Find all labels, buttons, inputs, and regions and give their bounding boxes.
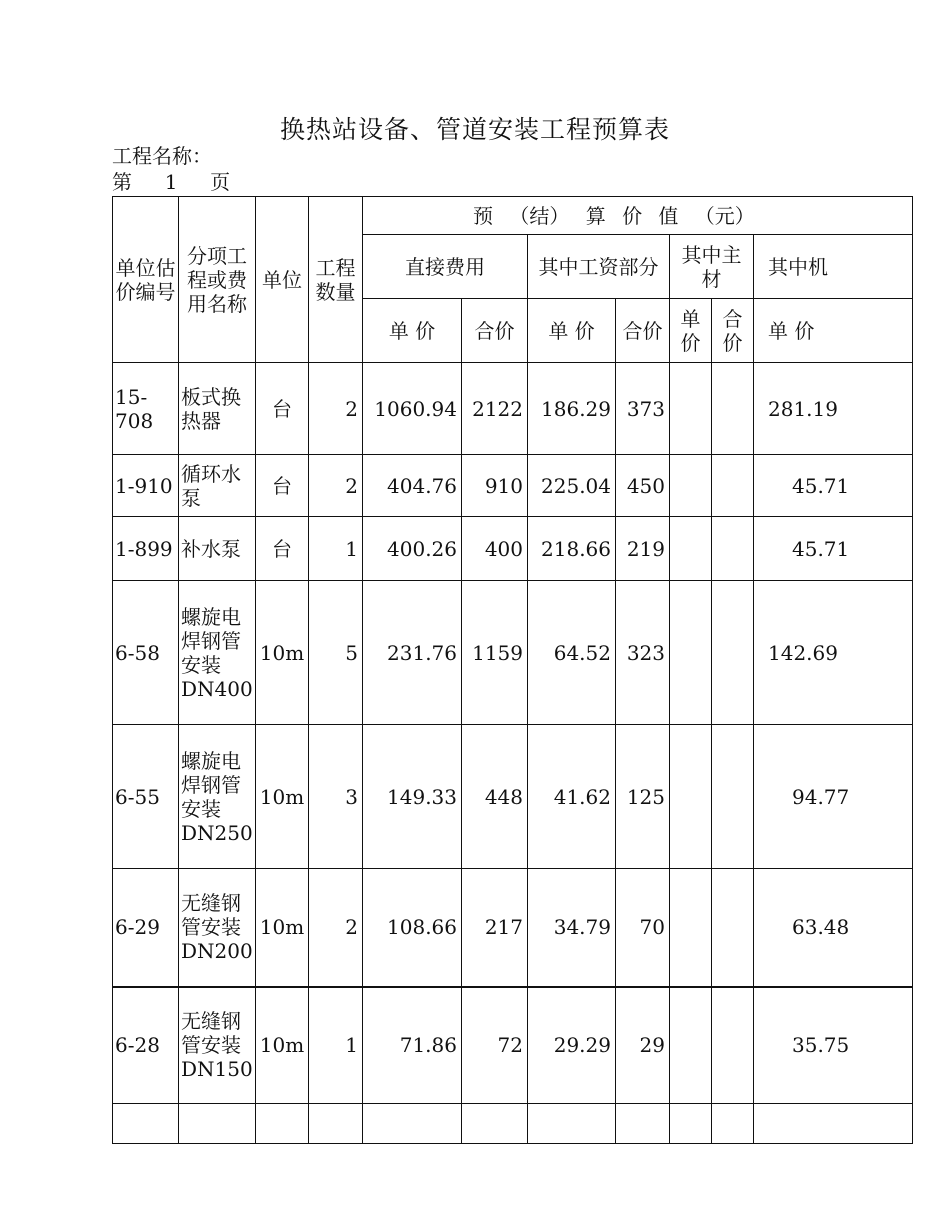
row-labor-sum: 219 — [616, 517, 670, 581]
row-material-sum — [712, 725, 754, 869]
header-main-material: 其中主材 — [670, 235, 754, 299]
row-machinery-unit-price: 94.77 — [754, 725, 913, 869]
table-row — [113, 987, 913, 1104]
row-quantity: 1 — [309, 987, 363, 1104]
row-material-sum — [712, 869, 754, 987]
table-row — [113, 725, 913, 869]
row-material-unit-price — [670, 581, 712, 725]
row-labor-sum: 323 — [616, 581, 670, 725]
row-material-sum — [712, 987, 754, 1104]
row-material-sum — [712, 581, 754, 725]
header-material-sum: 合价 — [712, 299, 754, 363]
row-material-sum — [712, 363, 754, 455]
row-labor-sum: 450 — [616, 455, 670, 517]
row-code: 6-28 — [113, 987, 179, 1104]
row-labor-unit-price: 225.04 — [528, 455, 616, 517]
row-direct-sum: 2122 — [462, 363, 528, 455]
row-unit: 台 — [256, 363, 309, 455]
row-material-unit-price — [670, 725, 712, 869]
row-labor-unit-price: 64.52 — [528, 581, 616, 725]
row-code: 1-910 — [113, 455, 179, 517]
row-quantity: 3 — [309, 725, 363, 869]
row-material-unit-price — [670, 517, 712, 581]
row-material-sum — [712, 455, 754, 517]
row-item-name: 循环水泵 — [179, 455, 256, 517]
row-labor-sum: 373 — [616, 363, 670, 455]
row-quantity: 5 — [309, 581, 363, 725]
project-name-label: 工程名称： — [112, 144, 212, 168]
header-machinery: 其中机 — [754, 235, 913, 299]
row-direct-sum: 910 — [462, 455, 528, 517]
row-direct-unit-price: 108.66 — [363, 869, 462, 987]
row-unit: 10m — [256, 581, 309, 725]
row-unit: 台 — [256, 455, 309, 517]
header-machinery-unit-price: 单 价 — [754, 299, 913, 363]
header-labor-part: 其中工资部分 — [528, 235, 670, 299]
row-machinery-unit-price: 45.71 — [754, 455, 913, 517]
table-row — [113, 581, 913, 725]
header-unit: 单位 — [256, 197, 309, 363]
row-direct-sum: 448 — [462, 725, 528, 869]
row-labor-sum: 70 — [616, 869, 670, 987]
row-direct-unit-price: 71.86 — [363, 987, 462, 1104]
table-row — [113, 455, 913, 517]
row-labor-unit-price: 186.29 — [528, 363, 616, 455]
page-indicator — [112, 170, 230, 194]
header-labor-sum: 合价 — [616, 299, 670, 363]
row-direct-unit-price: 404.76 — [363, 455, 462, 517]
row-item-name: 无缝钢管安装DN150 — [179, 987, 256, 1104]
row-machinery-unit-price: 35.75 — [754, 987, 913, 1104]
header-direct-cost: 直接费用 — [363, 235, 528, 299]
row-direct-unit-price: 231.76 — [363, 581, 462, 725]
table-row — [113, 869, 913, 987]
page-prefix: 第 — [112, 170, 132, 194]
row-item-name: 补水泵 — [179, 517, 256, 581]
header-row-1 — [113, 197, 913, 235]
row-code: 6-55 — [113, 725, 179, 869]
budget-table — [112, 196, 913, 1144]
header-labor-unit-price: 单 价 — [528, 299, 616, 363]
row-quantity: 2 — [309, 455, 363, 517]
header-budget-value: 预 （结） 算 价 值 （元） — [363, 197, 913, 235]
row-quantity: 1 — [309, 517, 363, 581]
row-unit: 10m — [256, 725, 309, 869]
table-row-partial — [113, 1104, 913, 1144]
row-direct-unit-price: 1060.94 — [363, 363, 462, 455]
row-code: 15-708 — [113, 363, 179, 455]
row-unit: 10m — [256, 987, 309, 1104]
row-unit: 10m — [256, 869, 309, 987]
row-machinery-unit-price: 142.69 — [754, 581, 913, 725]
header-code: 单位估价编号 — [113, 197, 179, 363]
row-machinery-unit-price: 281.19 — [754, 363, 913, 455]
header-material-unit-price: 单价 — [670, 299, 712, 363]
row-quantity: 2 — [309, 869, 363, 987]
row-code: 1-899 — [113, 517, 179, 581]
row-labor-unit-price: 29.29 — [528, 987, 616, 1104]
row-direct-sum: 1159 — [462, 581, 528, 725]
page-suffix: 页 — [210, 170, 231, 194]
row-unit: 台 — [256, 517, 309, 581]
row-code: 6-29 — [113, 869, 179, 987]
header-quantity: 工程数量 — [309, 197, 363, 363]
table-row — [113, 517, 913, 581]
row-labor-sum: 29 — [616, 987, 670, 1104]
row-code: 6-58 — [113, 581, 179, 725]
document-title: 换热站设备、管道安装工程预算表 — [279, 115, 670, 144]
row-item-name: 无缝钢管安装DN200 — [179, 869, 256, 987]
row-item-name: 螺旋电焊钢管安装DN400 — [179, 581, 256, 725]
row-material-unit-price — [670, 987, 712, 1104]
row-item-name: 板式换热器 — [179, 363, 256, 455]
row-machinery-unit-price: 45.71 — [754, 517, 913, 581]
row-direct-sum: 72 — [462, 987, 528, 1104]
row-direct-sum: 400 — [462, 517, 528, 581]
row-labor-unit-price: 218.66 — [528, 517, 616, 581]
row-material-unit-price — [670, 869, 712, 987]
row-material-unit-price — [670, 363, 712, 455]
row-direct-unit-price: 400.26 — [363, 517, 462, 581]
row-machinery-unit-price: 63.48 — [754, 869, 913, 987]
row-labor-sum: 125 — [616, 725, 670, 869]
row-material-unit-price — [670, 455, 712, 517]
row-direct-unit-price: 149.33 — [363, 725, 462, 869]
row-direct-sum: 217 — [462, 869, 528, 987]
header-direct-sum: 合价 — [462, 299, 528, 363]
budget-table-viewport — [112, 196, 850, 1119]
header-direct-unit-price: 单 价 — [363, 299, 462, 363]
row-material-sum — [712, 517, 754, 581]
row-quantity: 2 — [309, 363, 363, 455]
row-labor-unit-price: 34.79 — [528, 869, 616, 987]
table-row — [113, 363, 913, 455]
row-item-name: 螺旋电焊钢管安装DN250 — [179, 725, 256, 869]
page-number: 1 — [164, 170, 178, 194]
header-item-name: 分项工程或费用名称 — [179, 197, 256, 363]
row-labor-unit-price: 41.62 — [528, 725, 616, 869]
